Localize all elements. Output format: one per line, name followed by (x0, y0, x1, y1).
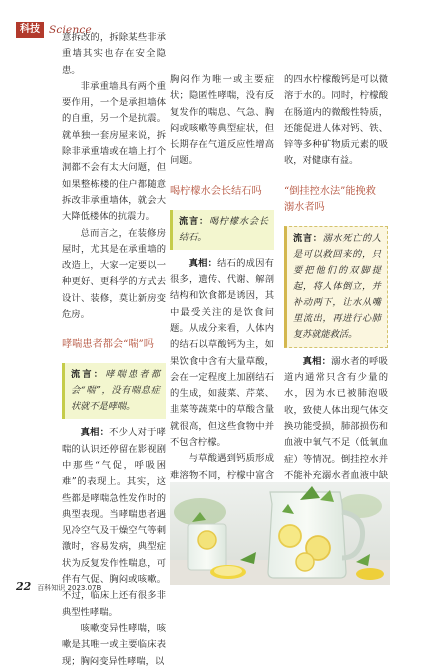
rumor-text: 哮喘患者都会“喘”，没有喘息症状就不是哮喘。 (71, 369, 161, 413)
paragraph: 非承重墙具有两个重要作用，一个是承担墙体的自重，另一个是抗震。就单独一套房屋来说，拆除非承重墙或在墙上打个洞都不会有太大问题，但如果整栋楼的住户都随意拆改非承重墙体，就会大大降低楼体的抗震力。 (62, 80, 166, 223)
truth-text: 溺水者的呼吸道内通常只含有少量的水，因为水已被肺泡吸收，致使人体出现气体交换功能受损，肺部损伤和血液中氧气不足（低氧血症）等情况。倒挂控水并不能补充溺水者血液中缺 (284, 355, 388, 481)
truth-label: 真相： (188, 257, 218, 269)
paragraph: 意拆改的，拆除某些非承重墙其实也存在安全隐患。 (62, 32, 166, 76)
paragraph: 的四水柠檬酸钙是可以微溶于水的。同时，柠檬酸在肠道内的微酸性特质，还能促进人体对钙、铁、锌等多种矿物质元素的吸收，对健康有益。 (284, 74, 388, 167)
section-title-en: Science (49, 24, 92, 36)
rumor-callout (284, 226, 388, 348)
column-1 (62, 30, 166, 670)
heading-line-1: “倒挂控水法”能挽救 (284, 185, 376, 197)
rumor-text: 喝柠檬水会长结石。 (179, 215, 269, 243)
paragraph: 总而言之，在装修房屋时，尤其是在承重墙的改造上，大家一定要以一种更好、更科学的方式去设计、装修，莫让新房变危房。 (62, 227, 166, 321)
rumor-label: 流言： (179, 215, 209, 227)
rumor-callout (170, 210, 274, 250)
publication-source: 百科知识 2023.07B (37, 584, 102, 592)
truth-label: 真相： (302, 355, 332, 367)
paragraph: 咳嗽变异性哮喘，咳嗽是其唯一或主要临床表现；胸闷变异性哮喘，以 (62, 622, 166, 667)
truth-text: 不少人对于哮喘的认识还停留在影视剧中那些“气促，呼吸困难”的表现上。其实，这些都是哮喘急性发作时的典型表现。当哮喘患者遇见冷空气及干燥空气等刺激时，容易发病，典型症状为反复发作性喘息，可伴有气促、胸闷或咳嗽。不过，临床上还有很多非典型性哮喘。 (62, 427, 166, 618)
column-2 (170, 72, 274, 500)
truth-text: 结石的成因有很多，遗传、代谢、解剖结构和饮食都是诱因，其中最受关注的是饮食问题。从成分来看，人体内的结石以草酸钙为主，如果饮食中含有大量草酸，会在一定程度上加剧结石的生成，如菠菜、芹菜、韭菜等蔬菜中的草酸含量就很高，但这些食物中并不包含柠檬。 (170, 257, 274, 449)
section-tag: 科技 (16, 22, 44, 38)
rumor-text: 溺水死亡的人是可以救回来的，只要把他们的双脚提起，将人体倒立，并补动两下，让水从嘴里流出，再进行心肺复苏就能救活。 (293, 232, 382, 340)
paragraph (170, 256, 274, 452)
paragraph: 胸闷作为唯一或主要症状；隐匿性哮喘，没有反复发作的喘息、气急、胸闷或咳嗽等典型症状，但长期存在气道反应性增高问题。 (170, 74, 274, 167)
page-footer (16, 580, 101, 593)
column-3 (284, 72, 388, 500)
section-heading (284, 184, 388, 216)
section-heading: 喝柠檬水会长结石吗 (170, 185, 262, 197)
rumor-callout (62, 363, 166, 419)
rumor-label: 流言： (293, 232, 323, 244)
section-heading: 哮喘患者都会“喘”吗 (62, 339, 154, 351)
lemon-water-jug-photo (170, 482, 390, 585)
page-number: 22 (16, 580, 32, 593)
paragraph (284, 354, 388, 501)
rumor-label: 流言： (71, 369, 106, 381)
paragraph: 与草酸遇到钙质形成难溶物不同，柠檬中富含 (170, 453, 274, 481)
truth-label: 真相： (80, 427, 110, 439)
heading-line-2: 溺水者吗 (284, 201, 325, 213)
